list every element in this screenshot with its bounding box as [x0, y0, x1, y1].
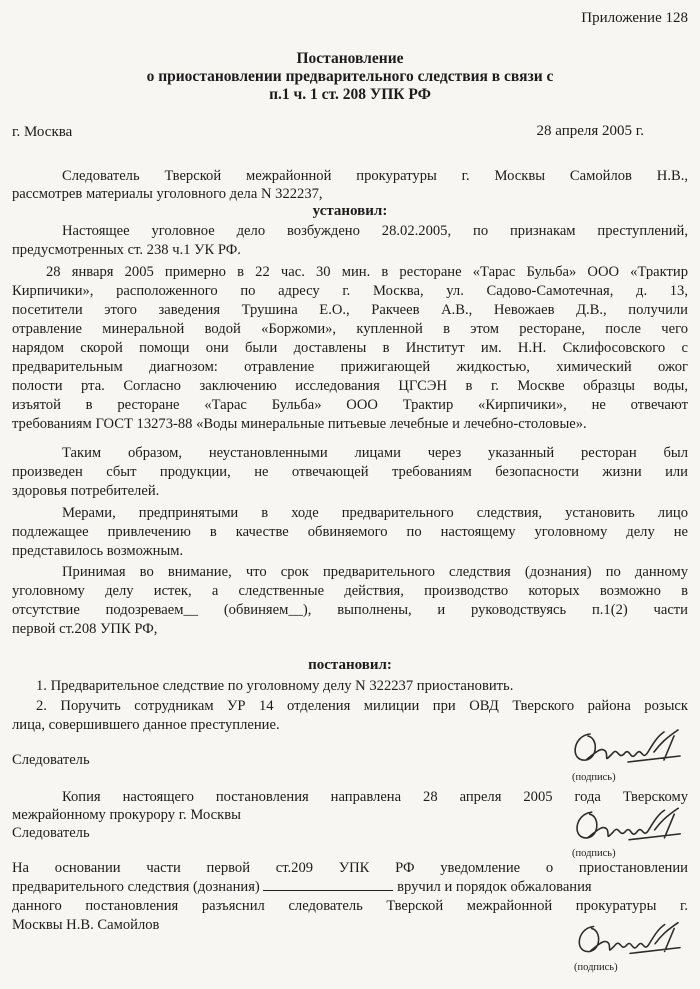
document-title: Постановление [296, 50, 404, 67]
resolution-item-2-cont: лица, совершившего данное преступление. [12, 717, 280, 733]
paragraph-line: 28 января 2005 примерно в 22 час. 30 мин. в ресторане «Тарас Бульба» ООО «Трактир [46, 264, 688, 280]
signature [570, 800, 690, 850]
document-subtitle-article: п.1 ч. 1 ст. 208 УПК РФ [269, 86, 431, 103]
resolution-item-1: 1. Предварительное следствие по уголовному делу N 322237 приостановить. [36, 678, 514, 694]
paragraph-line: первой ст.208 УПК РФ, [12, 621, 158, 637]
document-subtitle: о приостановлении предварительного следствия в связи с [146, 68, 554, 85]
paragraph-line: отсутствие подозреваем__ (обвиняем__), выполнены, и руководствуясь п.1(2) части [12, 602, 688, 618]
resolved-heading: постановил: [308, 657, 392, 673]
resolution-item-2: 2. Поручить сотрудникам УР 14 отделения милиции при ОВД Тверского района розыск [36, 698, 688, 714]
paragraph-line: нарядом скорой помощи они были доставлены в Институт им. Н.Н. Склифосовского с [12, 340, 688, 356]
paragraph-line: изъятой в ресторане «Тарас Бульба» ООО Трактир «Кирпичики», не отвечают [12, 397, 688, 413]
notice-text: вручил и порядок обжалования [397, 879, 592, 895]
paragraph-line: требованиям ГОСТ 13273-88 «Воды минеральные питьевые лечебные и лечебно-столовые». [12, 416, 587, 432]
paragraph-line: подлежащее привлечению в качестве обвиняемого по настоящему уголовному делу не [12, 524, 688, 540]
document-date: 28 апреля 2005 г. [536, 123, 644, 139]
paragraph-line: предусмотренных ст. 238 ч.1 УК РФ. [12, 242, 241, 258]
paragraph-line: здоровья потребителей. [12, 483, 160, 499]
notice-line: На основании части первой ст.209 УПК РФ уведомление о приостановлении [12, 860, 688, 876]
paragraph-line: Таким образом, неустановленными лицами через указанный ресторан был [62, 445, 688, 461]
signature-caption: (подпись) [572, 848, 616, 859]
paragraph-line: предварительным диагнозом: отравление прижигающей жидкостью, химический ожог [12, 359, 688, 375]
notice-line-2 [12, 878, 688, 896]
signature-caption: (подпись) [572, 772, 616, 783]
notice-line: Москвы Н.В. Самойлов [12, 917, 160, 933]
appendix-number: Приложение 128 [581, 10, 688, 26]
notice-line: данного постановления разъяснил следователь Тверской межрайонной прокуратуры г. [12, 898, 688, 914]
paragraph-line: Кирпичики», расположенного по адресу г. Москва, ул. Садово-Самотечная, д. 13, [12, 283, 688, 299]
signature-icon [572, 915, 690, 963]
signature-icon [568, 722, 690, 772]
paragraph-line: Мерами, предпринятыми в ходе предварительного следствия, установить лицо [62, 505, 688, 521]
investigator-label: Следователь [12, 752, 90, 768]
signature [568, 722, 690, 772]
paragraph-line: полости рта. Согласно заключению исследования ЦГСЭН в г. Москве образцы воды, [12, 378, 688, 394]
paragraph-line: отравление минеральной водой «Боржоми», купленной в этом ресторане, после чего [12, 321, 688, 337]
paragraph-line: произведен сбыт продукции, не отвечающей требованиям безопасности жизни или [12, 464, 688, 480]
recipient-blank [263, 878, 393, 891]
paragraph-line: Принимая во внимание, что срок предварительного следствия (дознания) по данному [62, 564, 688, 580]
investigator-label: Следователь [12, 825, 90, 841]
copy-line: Копия настоящего постановления направлена 28 апреля 2005 года Тверскому [62, 789, 688, 805]
place: г. Москва [12, 124, 73, 140]
paragraph-line: уголовному делу истек, а следственные действия, производство которых возможно в [12, 583, 688, 599]
established-heading: установил: [312, 203, 388, 219]
notice-text: предварительного следствия (дознания) [12, 879, 260, 895]
signature-caption: (подпись) [574, 962, 618, 973]
paragraph-line: посетители этого заведения Трушина Е.О., Ракчеев А.В., Невожаев Д.В., получили [12, 302, 688, 318]
paragraph-line: Настоящее уголовное дело возбуждено 28.02.2005, по признакам преступлений, [62, 223, 688, 239]
paragraph-line: представилось возможным. [12, 543, 184, 559]
intro-line: Следователь Тверской межрайонной прокуратуры г. Москвы Самойлов Н.В., [62, 168, 688, 184]
copy-line: межрайонному прокурору г. Москвы [12, 807, 241, 823]
signature-icon [570, 800, 690, 850]
signature [572, 915, 690, 963]
intro-line: рассмотрев материалы уголовного дела N 322237, [12, 186, 323, 202]
